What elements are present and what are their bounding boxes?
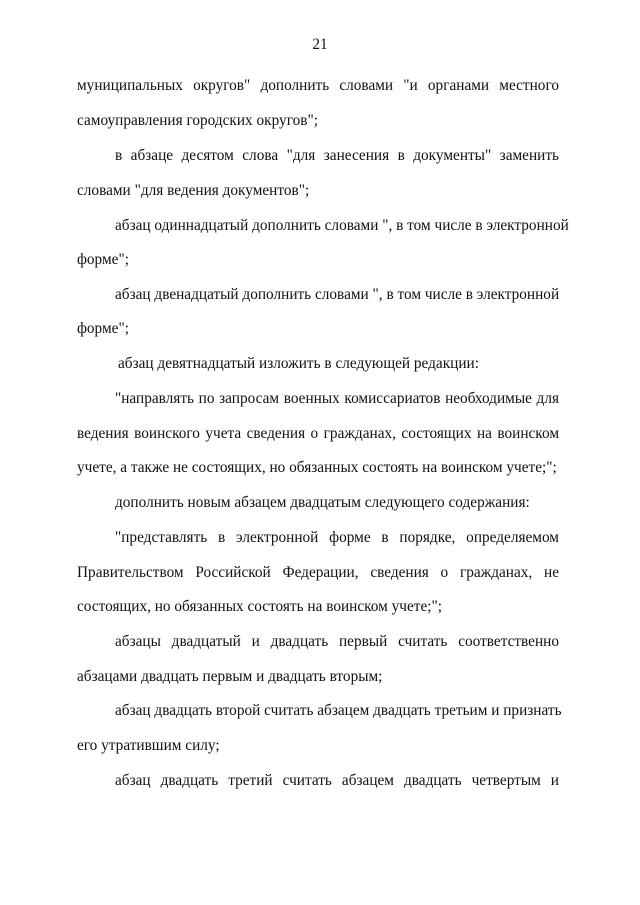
text-line: абзацами двадцать первым и двадцать вторым; (77, 668, 383, 685)
text-line: абзац двадцать второй считать абзацем двадцать третьим и признать (115, 702, 562, 719)
text-line: форме"; (77, 320, 129, 337)
text-line: абзац одиннадцатый дополнить словами ", в том числе в электронной (115, 217, 569, 234)
text-line: его утратившим силу; (77, 737, 220, 754)
page-number: 21 (312, 36, 328, 53)
text-line: абзацы двадцатый и двадцать первый считать соответственно (115, 633, 559, 650)
text-line: абзац двенадцатый дополнить словами ", в том числе в электронной (115, 286, 560, 303)
text-line: состоящих, но обязанных состоять на воинском учете;"; (77, 598, 443, 615)
text-line: абзац девятнадцатый изложить в следующей редакции: (118, 355, 479, 372)
text-line: дополнить новым абзацем двадцатым следующего содержания: (115, 494, 530, 511)
text-line: "представлять в электронной форме в порядке, определяемом (115, 529, 559, 546)
text-line: в абзаце десятом слова "для занесения в документы" заменить (115, 147, 559, 164)
text-line: абзац двадцать третий считать абзацем двадцать четвертым и (115, 772, 559, 789)
text-line: форме"; (77, 251, 129, 268)
text-line: ведения воинского учета сведения о гражданах, состоящих на воинском (77, 425, 559, 442)
text-line: "направлять по запросам военных комиссариатов необходимые для (115, 390, 559, 407)
text-line: Правительством Российской Федерации, сведения о гражданах, не (77, 564, 559, 581)
text-line: муниципальных округов" дополнить словами "и органами местного (77, 77, 559, 94)
text-line: словами "для ведения документов"; (77, 182, 310, 199)
text-line: учете, а также не состоящих, но обязанных состоять на воинском учете;"; (77, 459, 557, 476)
text-line: самоуправления городских округов"; (77, 112, 318, 129)
